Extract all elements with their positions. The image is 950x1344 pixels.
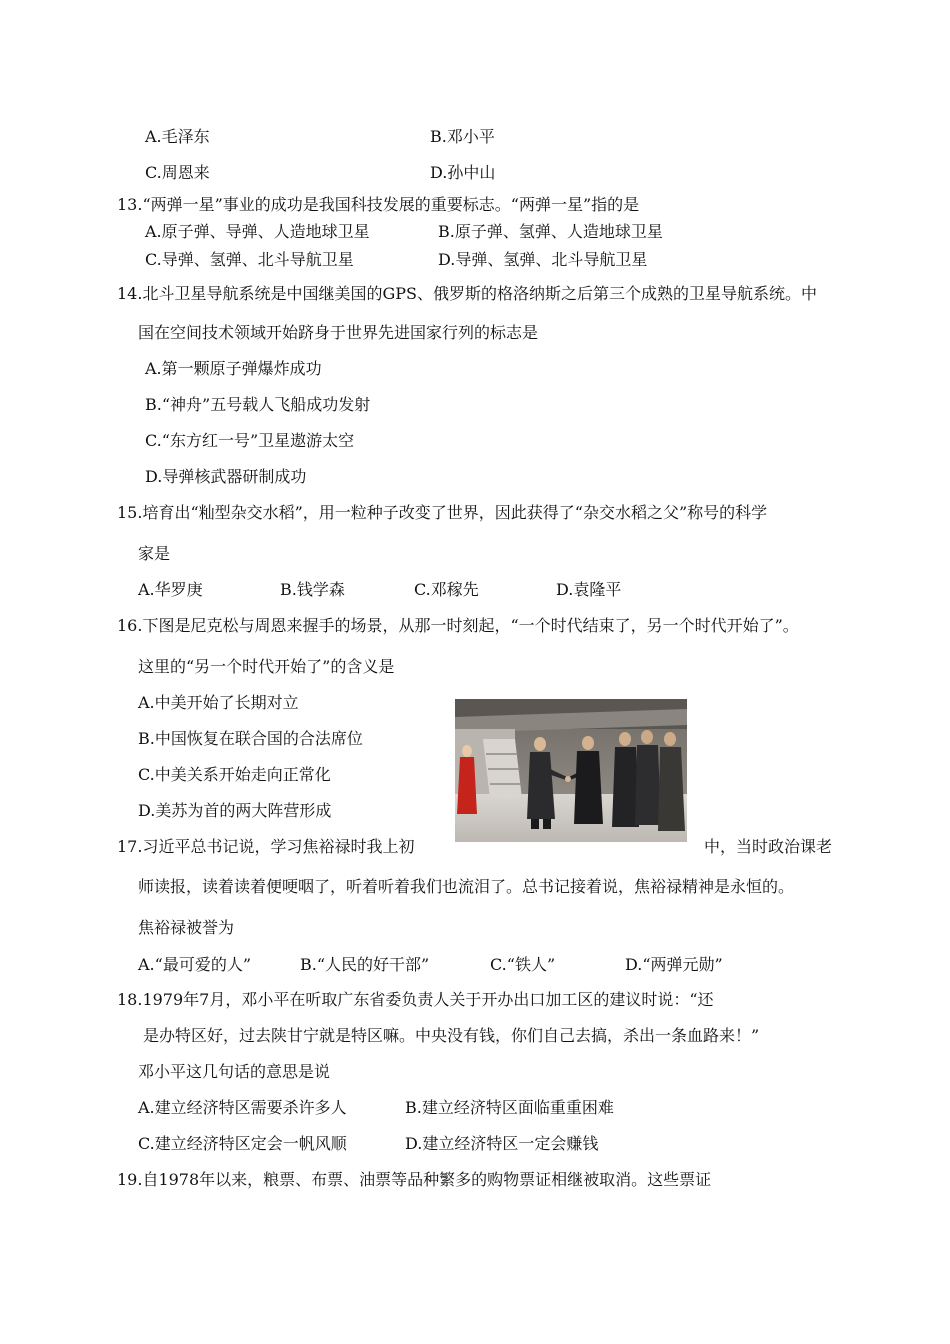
q17-option-b: B.“人民的好干部” [300, 955, 430, 974]
q16-stem-line2: 这里的“另一个时代开始了”的含义是 [138, 657, 395, 676]
q17-stem-line1-start: 17.习近平总书记说，学习焦裕禄时我上初 [117, 837, 415, 856]
q18-stem-line1: 18.1979年7月，邓小平在听取广东省委负责人关于开办出口加工区的建议时说：“还 [117, 990, 714, 1009]
q18-stem-line3: 邓小平这几句话的意思是说 [138, 1062, 331, 1081]
q16-option-b: B.中国恢复在联合国的合法席位 [138, 729, 363, 748]
q13-option-c: C.导弹、氢弹、北斗导航卫星 [145, 250, 354, 269]
q17-stem-line3: 焦裕禄被誉为 [138, 918, 235, 937]
q15-stem-line2: 家是 [138, 544, 171, 563]
q15-stem-line1: 15.培育出“籼型杂交水稻”，用一粒种子改变了世界，因此获得了“杂交水稻之父”称号的科学 [117, 503, 768, 522]
q18-option-b: B.建立经济特区面临重重困难 [405, 1098, 614, 1117]
q19-stem-line1: 19.自1978年以来，粮票、布票、油票等品种繁多的购物票证相继被取消。这些票证 [117, 1170, 712, 1189]
q12-option-a: A.毛泽东 [145, 127, 210, 146]
q12-option-b: B.邓小平 [430, 127, 495, 146]
q15-option-c: C.邓稼先 [414, 580, 479, 599]
q17-option-a: A.“最可爱的人” [138, 955, 252, 974]
q14-option-a: A.第一颗原子弹爆炸成功 [145, 359, 322, 378]
q15-option-b: B.钱学森 [280, 580, 345, 599]
q14-stem-line2: 国在空间技术领域开始跻身于世界先进国家行列的标志是 [138, 323, 539, 342]
q18-stem-line2: 是办特区好，过去陕甘宁就是特区嘛。中央没有钱，你们自己去搞，杀出一条血路来！” [143, 1026, 760, 1045]
q15-option-d: D.袁隆平 [556, 580, 622, 599]
q14-option-d: D.导弹核武器研制成功 [145, 467, 307, 486]
nixon-zhou-handshake-photo [455, 699, 687, 842]
q13-option-b: B.原子弹、氢弹、人造地球卫星 [438, 222, 663, 241]
q18-option-c: C.建立经济特区定会一帆风顺 [138, 1134, 347, 1153]
q16-option-d: D.美苏为首的两大阵营形成 [138, 801, 332, 820]
q18-option-a: A.建立经济特区需要杀许多人 [138, 1098, 347, 1117]
q12-option-d: D.孙中山 [430, 163, 496, 182]
q15-option-a: A.华罗庚 [138, 580, 203, 599]
q13-stem: 13.“两弹一星”事业的成功是我国科技发展的重要标志。“两弹一星”指的是 [117, 195, 640, 214]
q12-option-c: C.周恩来 [145, 163, 210, 182]
q17-stem-line1-end: 中，当时政治课老 [704, 837, 833, 856]
q14-option-b: B.“神舟”五号载人飞船成功发射 [145, 395, 371, 414]
q14-stem-line1: 14.北斗卫星导航系统是中国继美国的GPS、俄罗斯的格洛纳斯之后第三个成熟的卫星导航系统。中 [117, 284, 817, 303]
q17-option-c: C.“铁人” [490, 955, 556, 974]
q13-option-a: A.原子弹、导弹、人造地球卫星 [145, 222, 370, 241]
q16-option-a: A.中美开始了长期对立 [138, 693, 299, 712]
q16-option-c: C.中美关系开始走向正常化 [138, 765, 331, 784]
q13-option-d: D.导弹、氢弹、北斗导航卫星 [438, 250, 648, 269]
q17-stem-line2: 师读报，读着读着便哽咽了，听着听着我们也流泪了。总书记接着说，焦裕禄精神是永恒的。 [138, 877, 795, 896]
q18-option-d: D.建立经济特区一定会赚钱 [405, 1134, 599, 1153]
q14-option-c: C.“东方红一号”卫星遨游太空 [145, 431, 355, 450]
q16-stem-line1: 16.下图是尼克松与周恩来握手的场景，从那一时刻起，“一个时代结束了，另一个时代开始了”。 [117, 616, 799, 635]
q17-option-d: D.“两弹元勋” [625, 955, 723, 974]
